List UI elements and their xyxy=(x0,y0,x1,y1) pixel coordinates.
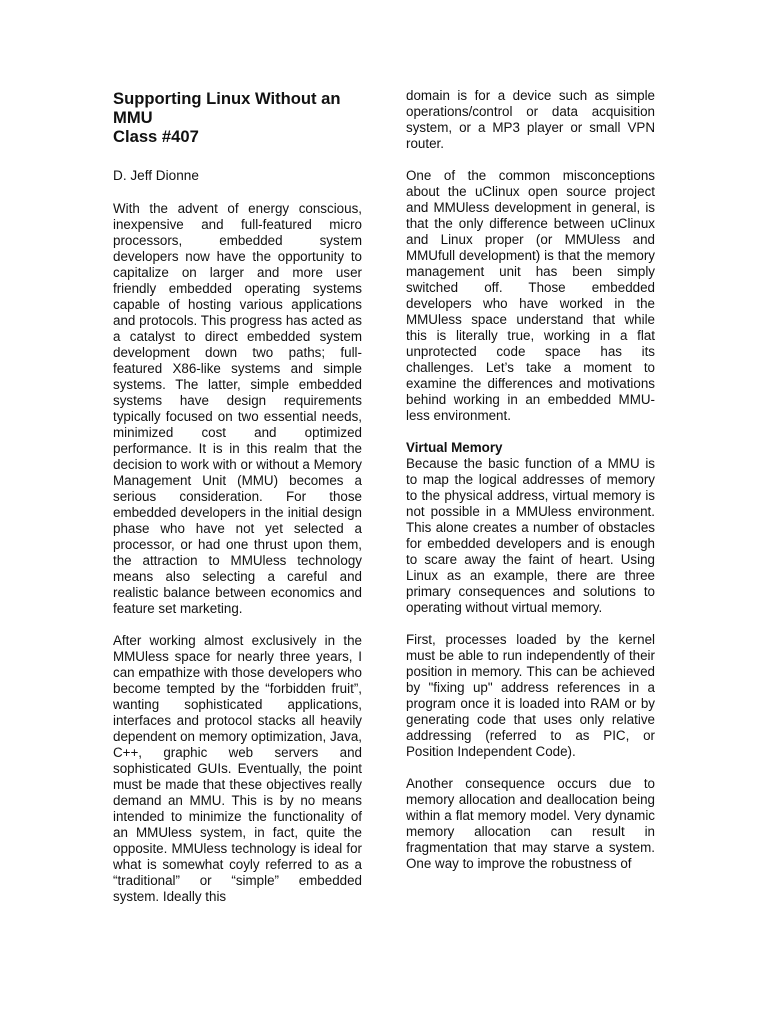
title-line-2: Class #407 xyxy=(113,127,199,146)
title-line-1: Supporting Linux Without an MMU xyxy=(113,89,341,127)
paragraph-virtual-memory: Because the basic function of a MMU is to map the logical addresses of memory to the physical address, virtual memory is not possible in a MMUless environment. This alone creates a number of obstacles for embedded developers and is enough to scare away the faint of heart. Using Linux as an example, there are three primary consequences and solutions to operating without virtual memory. xyxy=(406,456,655,615)
right-column xyxy=(406,88,655,872)
left-body xyxy=(113,201,362,905)
paragraph-intro: With the advent of energy conscious, inexpensive and full-featured micro processors, embedded system developers now have the opportunity to capitalize on larger and more user friendly embedded operating systems capable of hosting various applications and protocols. This progress has acted as a catalyst to direct embedded system development down two paths; full-featured X86-like systems and simple systems. The latter, simple embedded systems have design requirements typically focused on two essential needs, minimized cost and optimized performance. It is in this realm that the decision to work with or without a Memory Management Unit (MMU) becomes a serious consideration. For those embedded developers in the initial design phase who have not yet selected a processor, or had one thrust upon them, the attraction to MMUless technology means also selecting a careful and realistic balance between economics and feature set marketing. xyxy=(113,201,362,616)
section-heading: Virtual Memory xyxy=(406,440,503,455)
paragraph-domain: domain is for a device such as simple operations/control or data acquisition system, or a MP3 player or small VPN router. xyxy=(406,88,655,151)
author-name: D. Jeff Dionne xyxy=(113,168,199,183)
document-title xyxy=(113,89,362,146)
paragraph-experience: After working almost exclusively in the MMUless space for nearly three years, I can empathize with those developers who become tempted by the “forbidden fruit”, wanting sophisticated applications, interfaces and protocol stacks all heavily dependent on memory optimization, Java, C++, graphic web servers and sophisticated GUIs. Eventually, the point must be made that these objectives really demand an MMU. This is by no means intended to minimize the functionality of an MMUless system, in fact, quite the opposite. MMUless technology is ideal for what is somewhat coyly referred to as a “traditional” or “simple” embedded system. Ideally this xyxy=(113,633,362,904)
paragraph-allocation: Another consequence occurs due to memory allocation and deallocation being within a flat memory model. Very dynamic memory allocation can result in fragmentation that may starve a system. One way to improve the robustness of xyxy=(406,776,655,871)
paragraph-misconceptions: One of the common misconceptions about the uClinux open source project and MMUless development in general, is that the only difference between uClinux and Linux proper (or MMUless and MMUfull development) is that the memory management unit has been simply switched off. Those embedded developers who have worked in the MMUless space understand that while this is literally true, working in a flat unprotected code space has its challenges. Let’s take a moment to examine the differences and motivations behind working in an embedded MMU-less environment. xyxy=(406,168,655,423)
paragraph-processes: First, processes loaded by the kernel must be able to run independently of their position in memory. This can be achieved by "fixing up" address references in a program once it is loaded into RAM or by generating code that uses only relative addressing (referred to as PIC, or Position Independent Code). xyxy=(406,632,655,759)
